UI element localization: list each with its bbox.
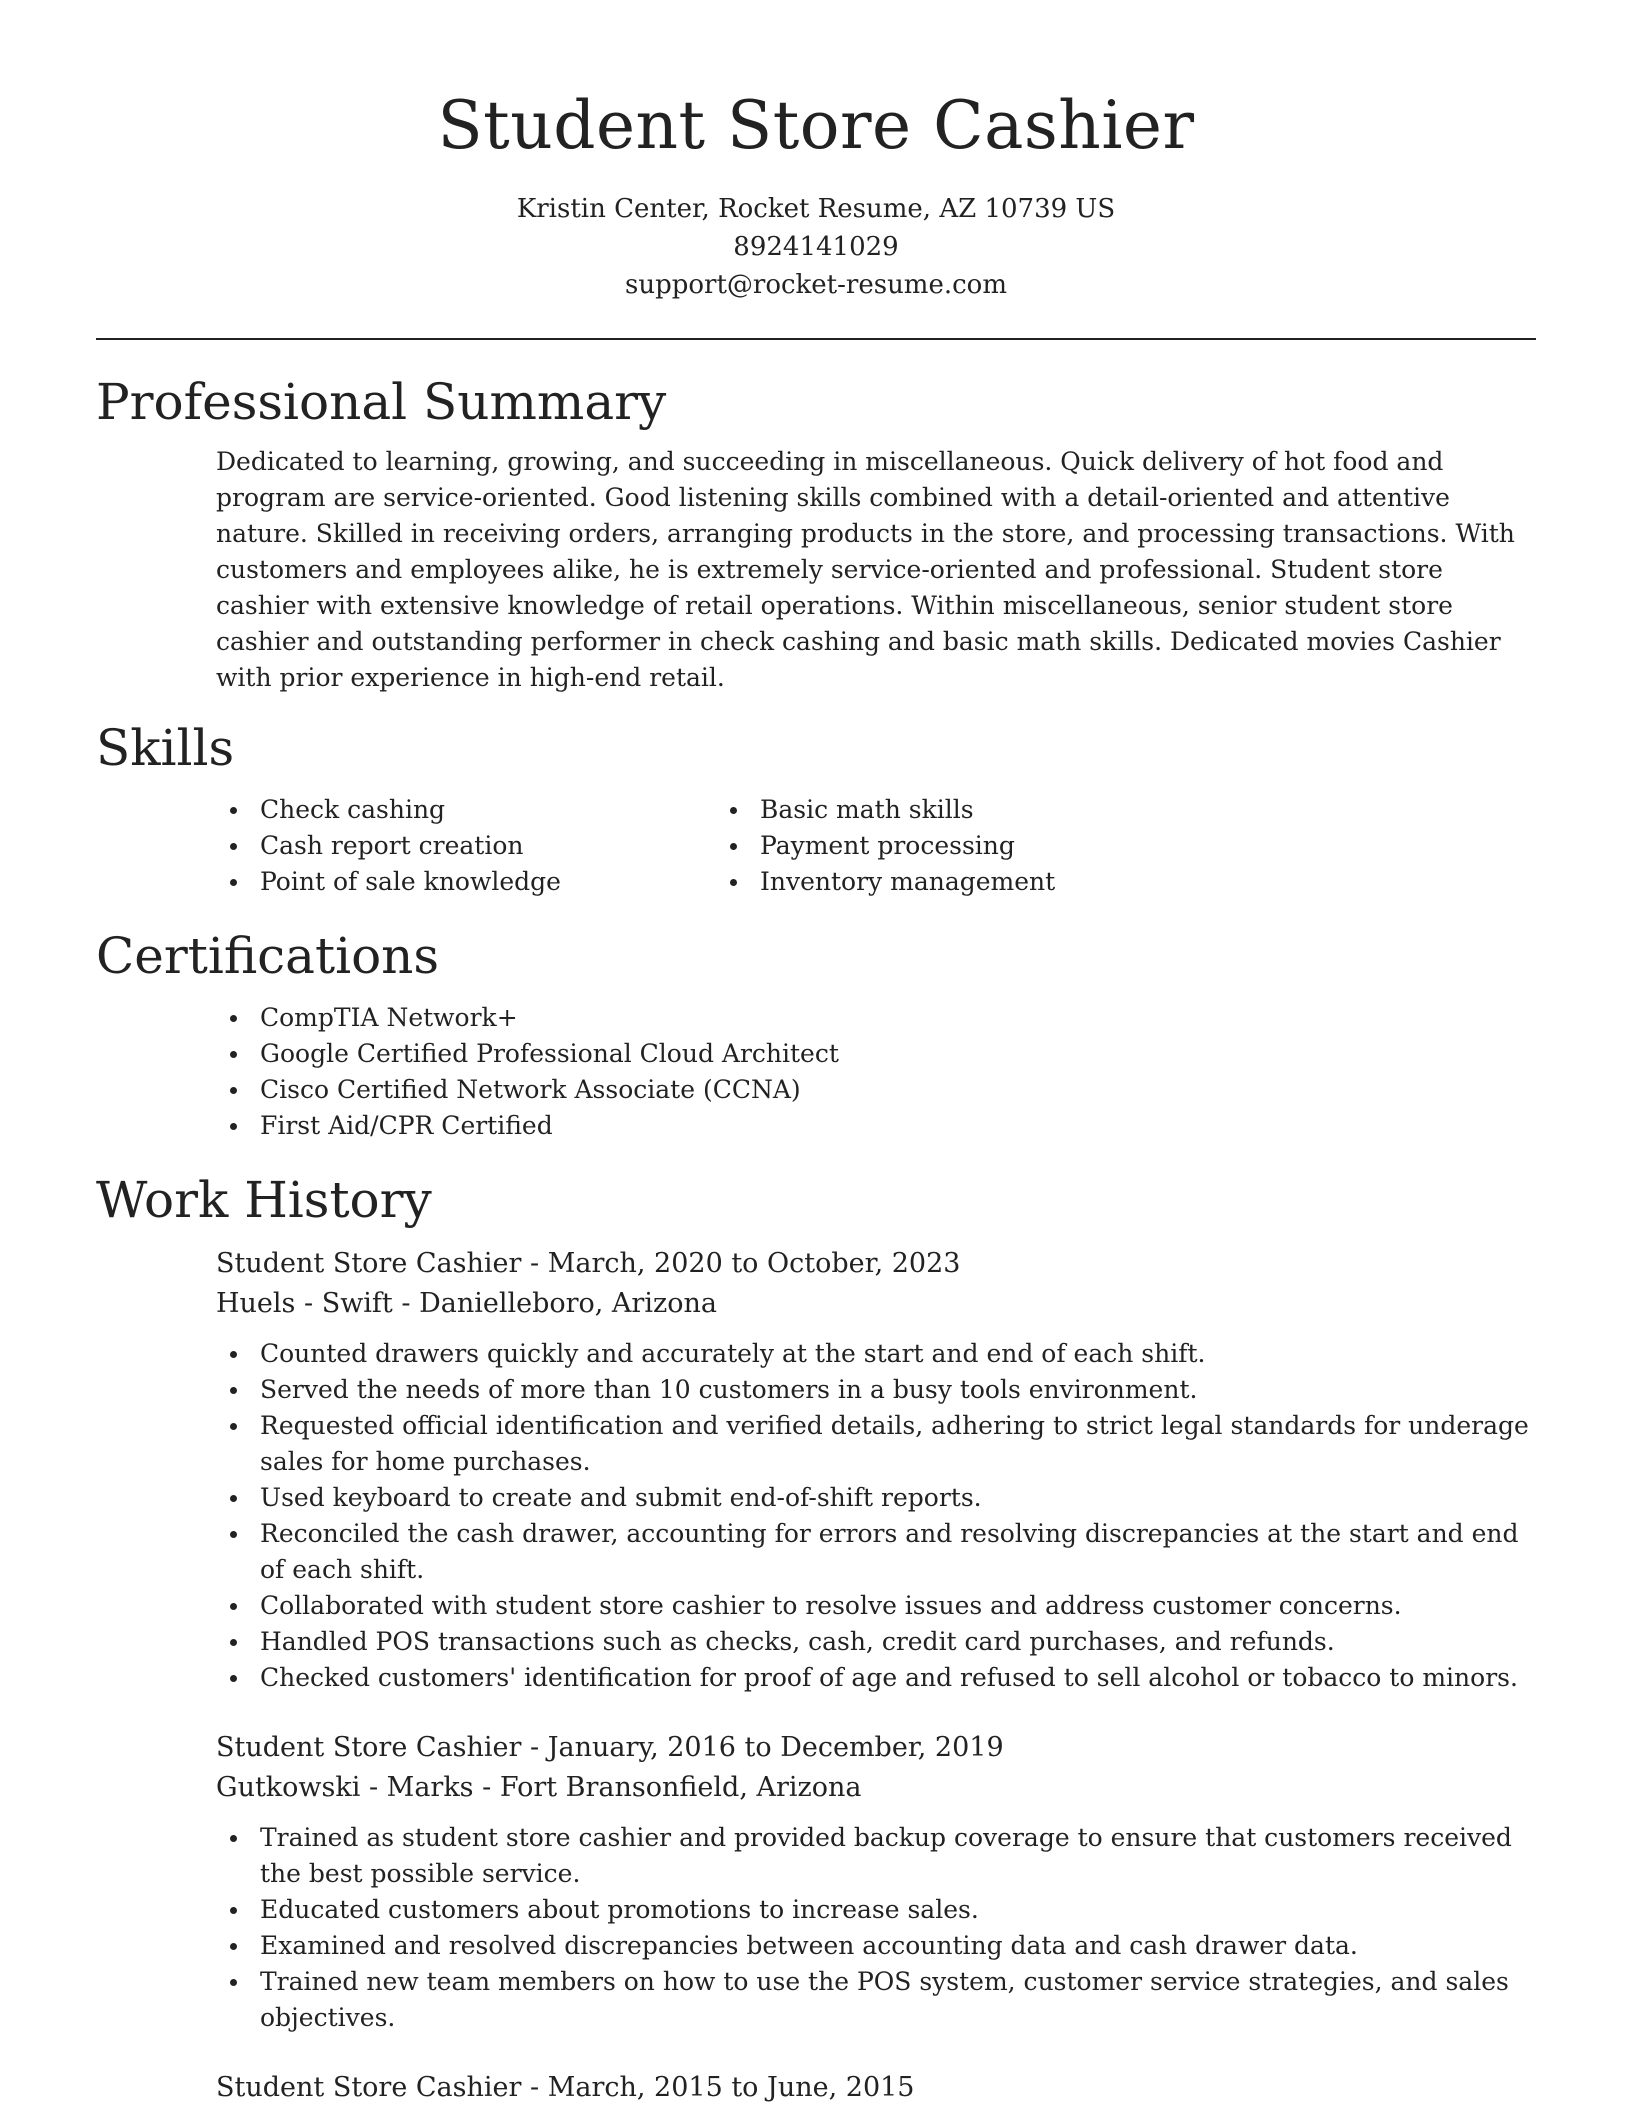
- certification-item: Google Certified Professional Cloud Architect: [260, 1036, 1536, 1072]
- job-duties-list: [216, 1820, 1536, 2036]
- job-company-line: [216, 1768, 1536, 1808]
- skill-item: Check cashing: [260, 792, 746, 828]
- certifications-heading: Certifications: [96, 927, 440, 985]
- job-duty: Reconciled the cash drawer, accounting for errors and resolving discrepancies at the start and end of each shift.: [260, 1516, 1536, 1588]
- skill-item: Basic math skills: [760, 792, 1246, 828]
- job-location: - Fort Bransonfield, Arizona: [473, 1772, 862, 1803]
- job-dates: - March, 2015 to June, 2015: [521, 2072, 915, 2103]
- skill-item: Inventory management: [760, 864, 1246, 900]
- contact-address: Kristin Center, Rocket Resume, AZ 10739 US: [516, 194, 1116, 224]
- summary-section: [96, 372, 1536, 696]
- skills-list-left: [96, 792, 746, 900]
- job-title-line: [216, 1728, 1536, 1768]
- resume-page: [96, 0, 1536, 2108]
- certification-item: First Aid/CPR Certified: [260, 1108, 1536, 1144]
- certifications-list: [96, 1000, 1536, 1144]
- skills-section: [96, 718, 1536, 900]
- job-duty: Counted drawers quickly and accurately at the start and end of each shift.: [260, 1336, 1536, 1372]
- job-dates: - January, 2016 to December, 2019: [521, 1732, 1004, 1763]
- job-entry: [216, 2068, 1536, 2108]
- job-title-line: [216, 2068, 1536, 2108]
- job-entry: [216, 1728, 1536, 2036]
- resume-header: [96, 0, 1536, 304]
- job-company-line: [216, 1284, 1536, 1324]
- summary-heading: Professional Summary: [96, 373, 667, 431]
- skills-heading: Skills: [96, 719, 235, 777]
- header-divider: [96, 338, 1536, 340]
- contact-block: [96, 190, 1536, 304]
- skills-grid: [96, 792, 1536, 900]
- job-duty: Trained as student store cashier and provided backup coverage to ensure that customers received the best possible service.: [260, 1820, 1536, 1892]
- certifications-section: [96, 926, 1536, 1144]
- work-history-section: [96, 1170, 1536, 2108]
- candidate-name: Student Store Cashier: [437, 87, 1195, 164]
- contact-phone: 8924141029: [733, 232, 899, 262]
- work-history-heading: Work History: [96, 1171, 432, 1229]
- summary-text: Dedicated to learning, growing, and succeeding in miscellaneous. Quick delivery of hot food and program are service-oriented. Good listening skills combined with a detail-oriented and attentive nature. Skilled in receiving orders, arranging products in the store, and processing transactions. With customers and employees alike, he is extremely service-oriented and professional. Student store cashier with extensive knowledge of retail operations. Within miscellaneous, senior student store cashier and outstanding performer in check cashing and basic math skills. Dedicated movies Cashier with prior experience in high-end retail.: [216, 447, 1515, 692]
- job-entry: [216, 1244, 1536, 1696]
- job-duty: Checked customers' identification for proof of age and refused to sell alcohol or tobacco to minors.: [260, 1660, 1536, 1696]
- job-location: - Danielleboro, Arizona: [392, 1288, 717, 1319]
- job-title-line: [216, 1244, 1536, 1284]
- certification-item: Cisco Certified Network Associate (CCNA): [260, 1072, 1536, 1108]
- job-company: Gutkowski - Marks: [216, 1772, 474, 1803]
- job-duty: Served the needs of more than 10 customers in a busy tools environment.: [260, 1372, 1536, 1408]
- skill-item: Point of sale knowledge: [260, 864, 746, 900]
- job-title: Student Store Cashier: [216, 2072, 522, 2103]
- job-title: Student Store Cashier: [216, 1732, 522, 1763]
- job-title: Student Store Cashier: [216, 1248, 522, 1279]
- job-duty: Collaborated with student store cashier to resolve issues and address customer concerns.: [260, 1588, 1536, 1624]
- certification-item: CompTIA Network+: [260, 1000, 1536, 1036]
- job-duty: Trained new team members on how to use the POS system, customer service strategies, and sales objectives.: [260, 1964, 1536, 2036]
- job-dates: - March, 2020 to October, 2023: [521, 1248, 961, 1279]
- job-duty: Educated customers about promotions to increase sales.: [260, 1892, 1536, 1928]
- skill-item: Payment processing: [760, 828, 1246, 864]
- contact-email: support@rocket-resume.com: [624, 270, 1007, 300]
- job-duty: Handled POS transactions such as checks, cash, credit card purchases, and refunds.: [260, 1624, 1536, 1660]
- job-company: Huels - Swift: [216, 1288, 393, 1319]
- skill-item: Cash report creation: [260, 828, 746, 864]
- job-duty: Used keyboard to create and submit end-of-shift reports.: [260, 1480, 1536, 1516]
- job-duty: Requested official identification and verified details, adhering to strict legal standards for underage sales for home purchases.: [260, 1408, 1536, 1480]
- job-duties-list: [216, 1336, 1536, 1696]
- job-duty: Examined and resolved discrepancies between accounting data and cash drawer data.: [260, 1928, 1536, 1964]
